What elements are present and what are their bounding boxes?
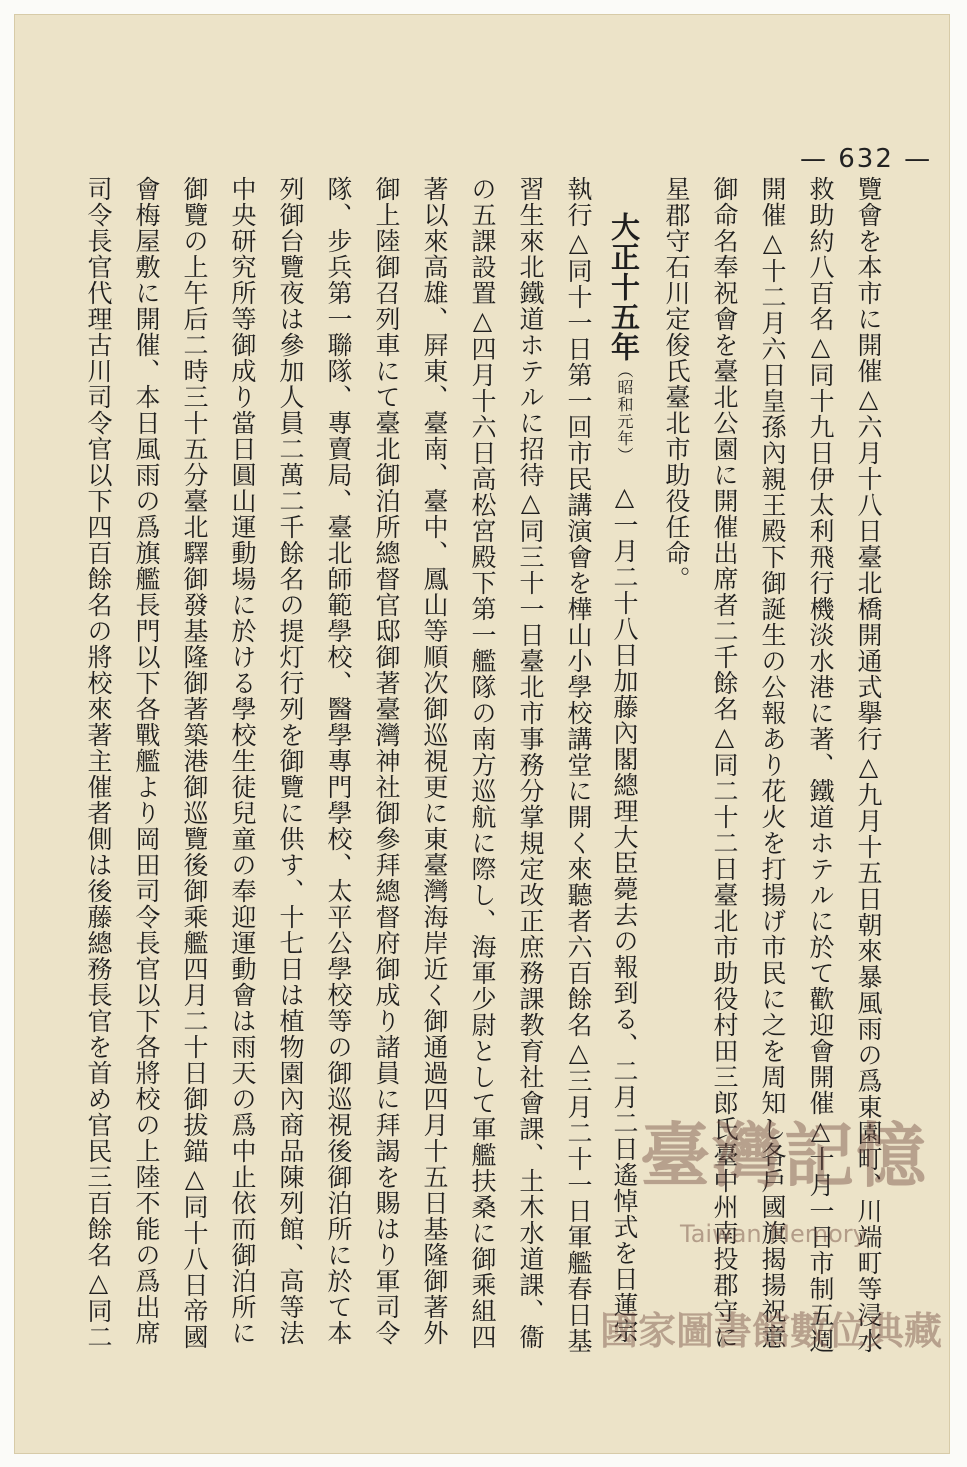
text-column-12: 隊、步兵第一聯隊、專賣局、臺北師範學校、醫學專門學校、太平公學校等の御巡視後御泊所に於て本 [324,176,353,1346]
text-column-10: 著以來高雄、屛東、臺南、臺中、鳳山等順次御巡視更に東臺灣海岸近く御通過四月十五日基隆御著外 [420,176,449,1346]
text-column-1: 覽會を本市に開催△六月十八日臺北橋開通式擧行△九月十五日朝來暴風雨の爲東園町、川端町等浸水 [854,176,883,1354]
text-column-17: 司令長官代理古川司令官以下四百餘名の將校來著主催者側は後藤總務長官を首め官民三百餘名△同二 [84,176,113,1350]
text-column-9: の五課設置△四月十六日高松宮殿下第一艦隊の南方巡航に際し、海軍少尉として軍艦扶桑に御乘組四 [468,176,497,1350]
text-column-14: 中央研究所等御成り當日圓山運動場に於ける學校生徒兒童の奉迎運動會は雨天の爲中止依而御泊所に [228,176,257,1346]
text-column-2: 救助約八百名△同十九日伊太利飛行機淡水港に著、鐵道ホテルに於て歡迎會開催△十月一日市制五週 [806,176,835,1354]
page-number: — 632 — [800,144,933,174]
year-heading-note: （昭和元年） [615,362,634,456]
text-column-15: 御覽の上午后二時三十五分臺北驛御發基隆御著築港御巡覽後御乘艦四月二十日御拔錨△同十八日帝國 [180,176,209,1350]
watermark-subtitle: Taiwan Memory [680,1220,867,1248]
text-column-16: 會梅屋敷に開催、本日風雨の爲旗艦長門以下各戰艦より岡田司令長官以下各將校の上陸不能の爲出席 [132,176,161,1346]
library-watermark [600,1100,943,1360]
text-column-5: 星郡守石川定俊氏臺北市助役任命。 [662,176,691,592]
watermark-title: 臺灣記憶 [640,1115,928,1197]
text-column-11: 御上陸御召列車にて臺北御泊所總督官邸御著臺灣神社御參拜總督府御成り諸員に拜謁を賜はり軍司令 [372,176,401,1346]
watermark-library: 國家圖書館數位典藏 [600,1309,943,1353]
year-heading: 大正十五年 [607,212,641,362]
text-column-3: 開催△十二月六日皇孫內親王殿下御誕生の公報あり花火を打揚げ市民に之を周知し各戶國旗揭揚祝意 [758,176,787,1350]
text-column-4: 御命名奉祝會を臺北公園に開催出席者二千餘名△同二十二日臺北市助役村田三郎氏臺中州南投郡守に [710,176,739,1350]
text-column-8: 習生來北鐵道ホテルに招待△同三十一日臺北市事務分掌規定改正庶務課教育社會課、土木水道課、衞 [516,176,545,1350]
text-column-7: 執行△同十一日第一回市民講演會を樺山小學校講堂に開く來聽者六百餘名△三月二十一日軍艦春日基 [564,176,593,1354]
text-column-13: 列御台覽夜は參加人員二萬二千餘名の提灯行列を御覽に供す、十七日は植物園內商品陳列館、高等法 [276,176,305,1346]
text-column-6: 大正十五年（昭和元年） △一月二十八日加藤內閣總理大臣薨去の報到る、二月二日遙悼式を日蓮宗 [607,212,641,1344]
